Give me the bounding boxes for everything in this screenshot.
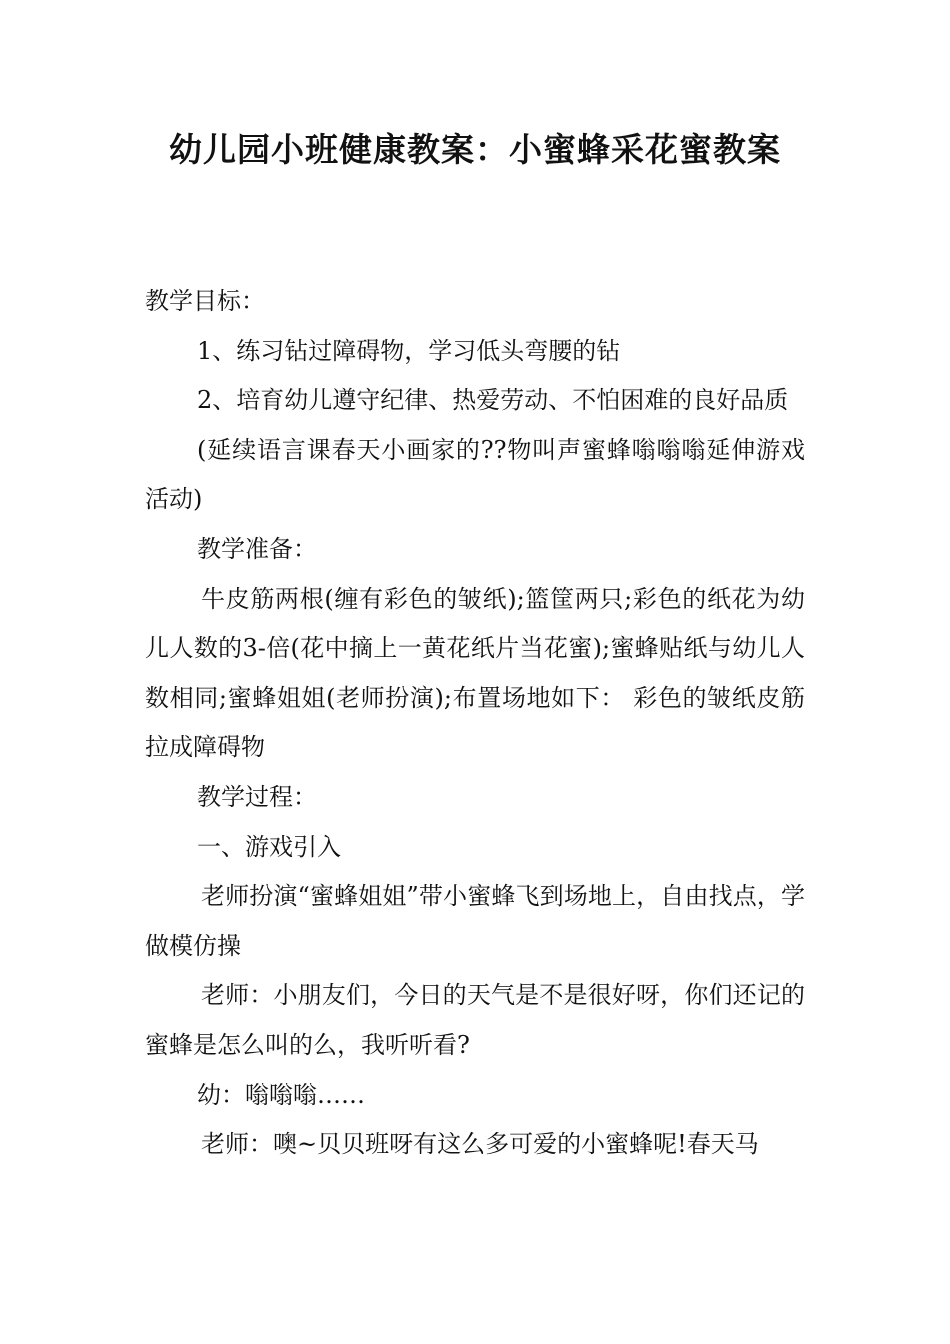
paragraph-process-heading: 教学过程： bbox=[197, 782, 317, 811]
paragraph-goal-1: 1、练习钻过障碍物，学习低头弯腰的钻 bbox=[197, 336, 621, 365]
document-body bbox=[145, 277, 805, 1170]
paragraph-dialogue-teacher-2: 老师：噢~贝贝班呀有这么多可爱的小蜜蜂呢!春天马 bbox=[201, 1130, 759, 1159]
paragraph-goal-2: 2、培育幼儿遵守纪律、热爱劳动、不怕困难的良好品质 bbox=[197, 386, 789, 415]
paragraph-note: (延续语言课春天小画家的??物叫声蜜蜂嗡嗡嗡延伸游戏活动) bbox=[145, 435, 805, 514]
paragraph-section-1-heading: 一、游戏引入 bbox=[197, 832, 341, 861]
paragraph-dialogue-teacher-1: 老师：小朋友们，今日的天气是不是很好呀，你们还记的蜜蜂是怎么叫的么，我听听看? bbox=[145, 981, 805, 1059]
document-title: 幼儿园小班健康教案：小蜜蜂采花蜜教案 bbox=[169, 130, 781, 169]
paragraph-teaching-goals-heading: 教学目标： bbox=[145, 287, 265, 315]
paragraph-section-1: 老师扮演“蜜蜂姐姐”带小蜜蜂飞到场地上，自由找点，学做模仿操 bbox=[145, 882, 805, 960]
paragraph-preparation-heading: 教学准备： bbox=[197, 534, 317, 563]
paragraph-preparation: 牛皮筋两根(缠有彩色的皱纸);篮筐两只;彩色的纸花为幼儿人数的3-倍(花中摘上一黄花纸片当花蜜);蜜蜂贴纸与幼儿人数相同;蜜蜂姐姐(老师扮演);布置场地如下： 彩色的皱纸皮筋拉成障碍物 bbox=[145, 584, 805, 762]
paragraph-dialogue-child: 幼：嗡嗡嗡…… bbox=[197, 1080, 365, 1109]
